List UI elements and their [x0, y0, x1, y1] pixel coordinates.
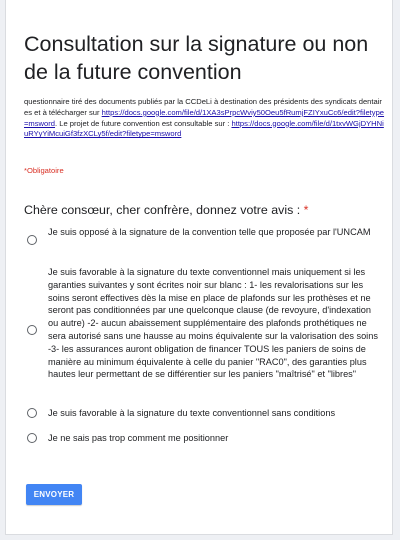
description-text: . Le projet de future convention est consultable sur : [55, 118, 232, 128]
required-note: *Obligatoire [24, 166, 64, 175]
option-label: Je suis favorable à la signature du texte conventionnel mais uniquement si les garanties suivantes y sont écrites noir sur blanc : 1- les revalorisations sur les soins seront effectives dès la mise en place de plafonds sur les prothèses et ne seront pas conditionnées par une quelconque clause (de revoyure, d'indexation ou autre) -2- aucun abaissement supplémentaire des plafonds prothétiques ne sera autorisé sans une hausse au moins équivalente sur la valorisation des soins -3- les assurances auront obligation de financer TOUS les paniers de soins de manière au minimum équivalente à celle du panier "RAC0", des garanties plus hautes leur permettant de se différentier sur les paniers "maîtrisé" et "libres" [48, 267, 378, 380]
form-description [24, 97, 386, 140]
radio-button[interactable] [27, 408, 37, 418]
document-link[interactable]: https://docs.google.com/file/d/1XA3sPrpcWviy50Oeu5fRumjFZIYxuCc6/edit?filetype=msword [24, 107, 385, 128]
form-card [5, 0, 393, 535]
convention-link[interactable]: https://docs.google.com/file/d/1txvWGjDYHNiuRYyYiMcuiGf3fzXCLy5f/edit?filetype=msword [24, 118, 384, 139]
form-title: Consultation sur la signature ou non de la future convention [24, 32, 369, 84]
question-title [24, 203, 308, 217]
radio-button[interactable] [27, 325, 37, 335]
required-star: * [303, 203, 309, 217]
question-label: Chère consœur, cher confrère, donnez votre avis : [24, 203, 304, 217]
description-text: questionnaire tiré des documents publiés par la CCDeLi à destination des présidents des syndicats dentaires et à télécharger sur [24, 97, 382, 117]
submit-button[interactable]: ENVOYER [26, 484, 82, 505]
option-label: Je suis opposé à la signature de la convention telle que proposée par l'UNCAM [48, 227, 371, 237]
radio-button[interactable] [27, 235, 37, 245]
option-label: Je ne sais pas trop comment me positionner [48, 433, 229, 443]
radio-button[interactable] [27, 433, 37, 443]
option-label: Je suis favorable à la signature du texte conventionnel sans conditions [48, 408, 336, 418]
